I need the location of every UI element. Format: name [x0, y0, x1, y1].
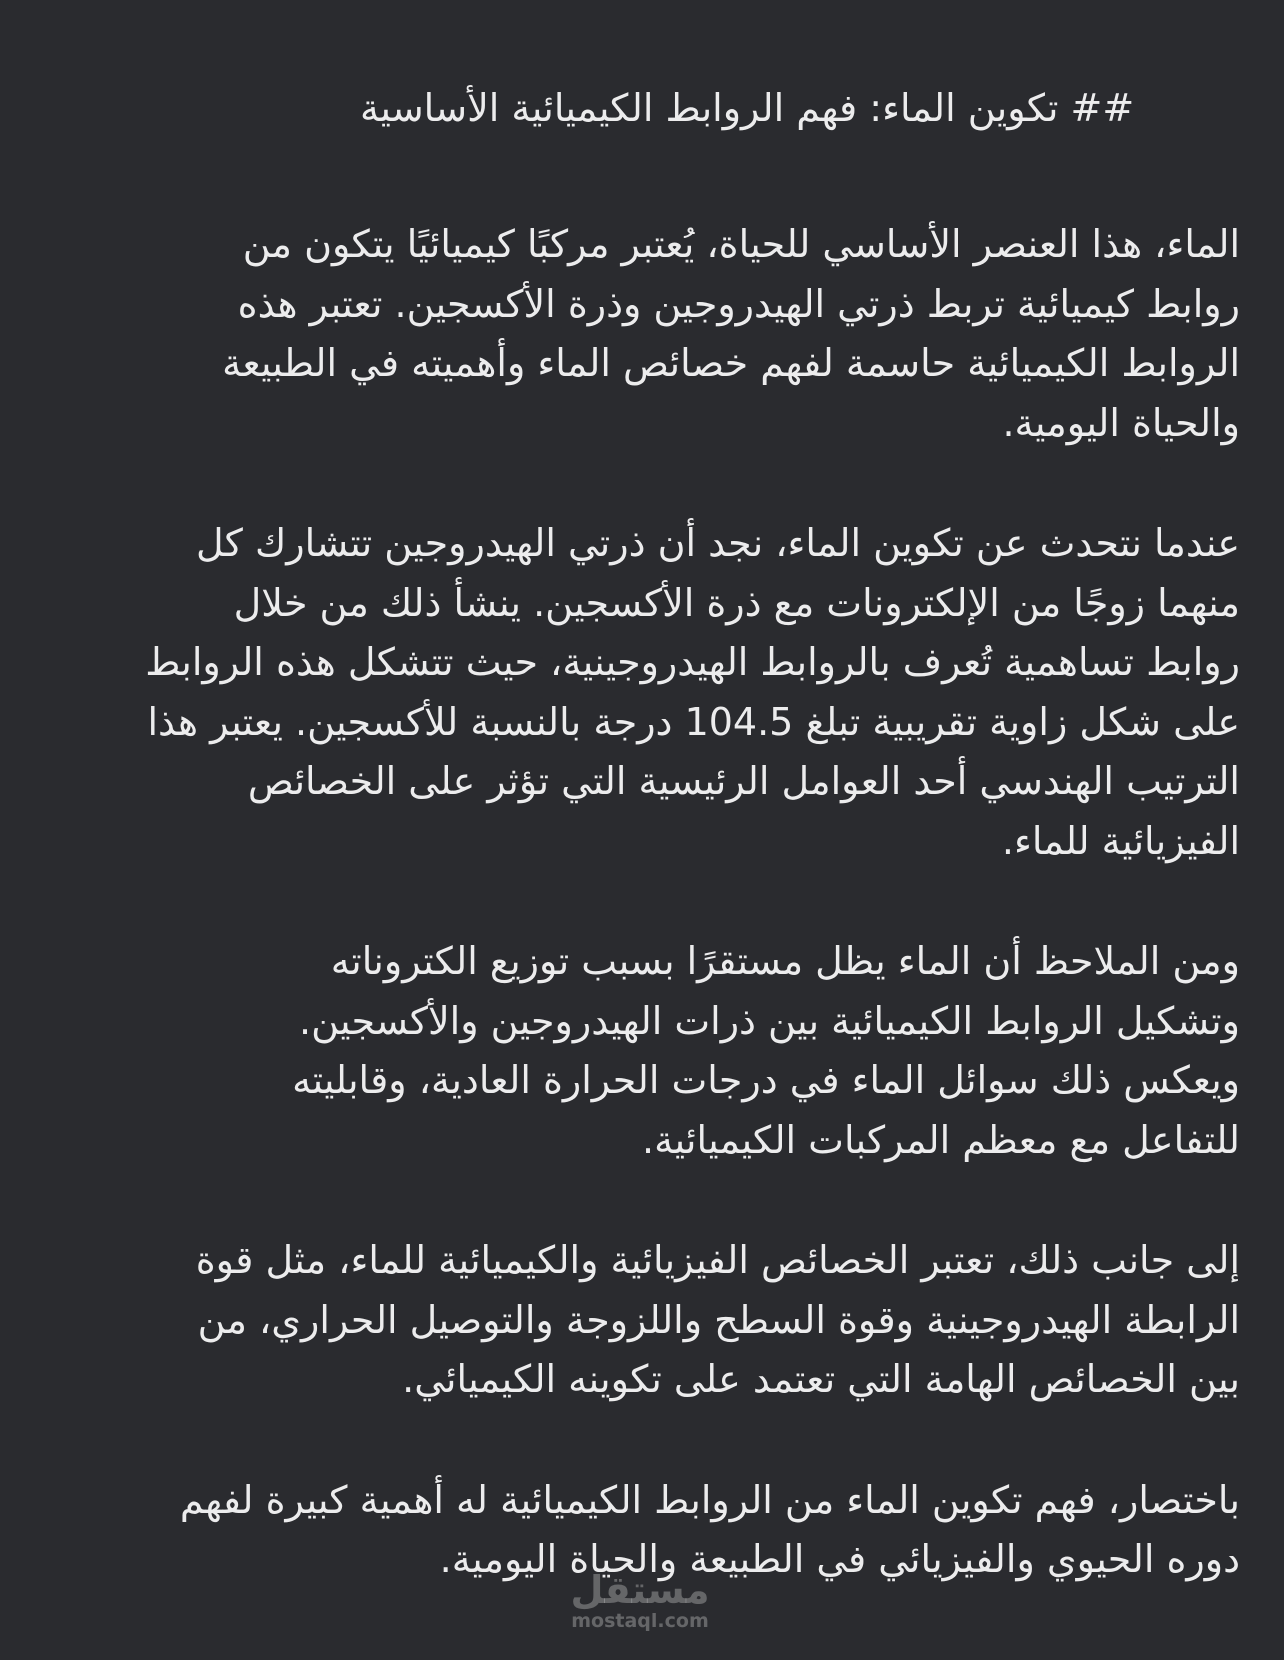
watermark-url: mostaql.com [571, 1610, 709, 1632]
watermark-logo: مستقل [570, 1568, 710, 1612]
document-heading: ## تكوين الماء: فهم الروابط الكيميائية الأساسية [360, 86, 1135, 130]
paragraph: ومن الملاحظ أن الماء يظل مستقرًا بسبب توزيع الكتروناته وتشكيل الروابط الكيميائية بين ذرات الهيدروجين والأكسجين. ويعكس ذلك سوائل الماء في درجات الحرارة العادية، وقابليته للتفاعل مع معظم المركبات الكيميائية. [292, 939, 1240, 1162]
paragraph: إلى جانب ذلك، تعتبر الخصائص الفيزيائية والكيميائية للماء، مثل قوة الرابطة الهيدروجينية وقوة السطح واللزوجة والتوصيل الحراري، من بين الخصائص الهامة التي تعتمد على تكوينه الكيميائي. [195, 1238, 1240, 1401]
paragraph: عندما نتحدث عن تكوين الماء، نجد أن ذرتي الهيدروجين تتشارك كل منهما زوجًا من الإلكترونات مع ذرة الأكسجين. ينشأ ذلك من خلال روابط تساهمية تُعرف بالروابط الهيدروجينية، حيث تتشكل هذه الروابط على شكل زاوية تقريبية تبلغ 104.5 درجة بالنسبة للأكسجين. يعتبر هذا الترتيب الهندسي أحد العوامل الرئيسية التي تؤثر على الخصائص الفيزيائية للماء. [145, 521, 1240, 863]
document-body [46, 78, 1240, 1651]
paragraph: باختصار، فهم تكوين الماء من الروابط الكيميائية له أهمية كبيرة لفهم دوره الحيوي والفيزيائي في الطبيعة والحياة اليومية. [179, 1477, 1240, 1581]
paragraph: الماء، هذا العنصر الأساسي للحياة، يُعتبر مركبًا كيميائيًا يتكون من روابط كيميائية تربط ذرتي الهيدروجين وذرة الأكسجين. تعتبر هذه الروابط الكيميائية حاسمة لفهم خصائص الماء وأهميته في الطبيعة والحياة اليومية. [222, 222, 1240, 445]
mostaql-watermark [560, 1570, 720, 1632]
